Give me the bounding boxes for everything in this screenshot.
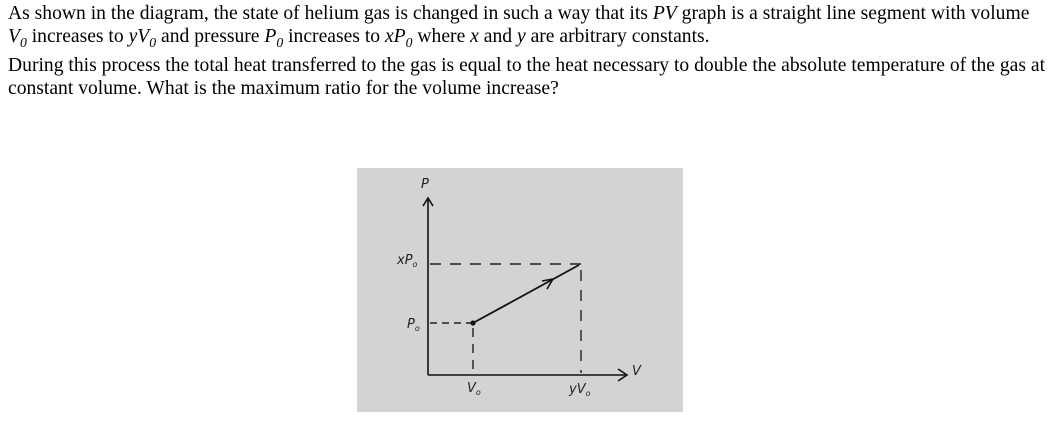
math-symbol: PV [652, 3, 677, 24]
problem-paragraph-1 [8, 2, 1048, 54]
math-symbol: xP [384, 26, 406, 47]
v0-label: $V_o$ [467, 381, 481, 397]
text-run: are arbitrary constants. [525, 26, 710, 47]
math-symbol: P [264, 26, 277, 47]
pv-diagram-svg [357, 168, 683, 412]
problem-text [8, 2, 1048, 100]
math-symbol: V [8, 26, 20, 47]
pv-diagram [357, 168, 683, 412]
p-axis-label: P [421, 177, 429, 192]
math-symbol: 0 [405, 34, 413, 50]
math-symbol: 0 [19, 34, 27, 50]
p0-label: $P_o$ [407, 317, 420, 333]
text-run: increases to [26, 26, 129, 47]
math-symbol: x [470, 26, 479, 47]
yv0-label: $yV_o$ [569, 382, 591, 398]
process-line [473, 265, 579, 323]
text-run: increases to [283, 26, 385, 47]
text-run: and [478, 26, 517, 47]
math-symbol: 0 [276, 34, 284, 50]
v-axis-label: V [632, 364, 641, 379]
math-symbol: 0 [149, 34, 157, 50]
text-run: graph is a straight line segment with volume [676, 3, 1030, 24]
text-run: As shown in the diagram, the state of helium gas is changed in such a way that its [8, 3, 653, 24]
math-symbol: y [516, 26, 526, 47]
xp0-label: $xP_o$ [397, 253, 418, 269]
text-run: and pressure [156, 26, 265, 47]
math-symbol: yV [128, 26, 150, 47]
problem-paragraph-2: During this process the total heat transferred to the gas is equal to the heat necessary to double the absolute temperature of the gas at constant volume. What is the maximum ratio for the volume increase? [8, 54, 1046, 99]
text-run: where [412, 26, 471, 47]
